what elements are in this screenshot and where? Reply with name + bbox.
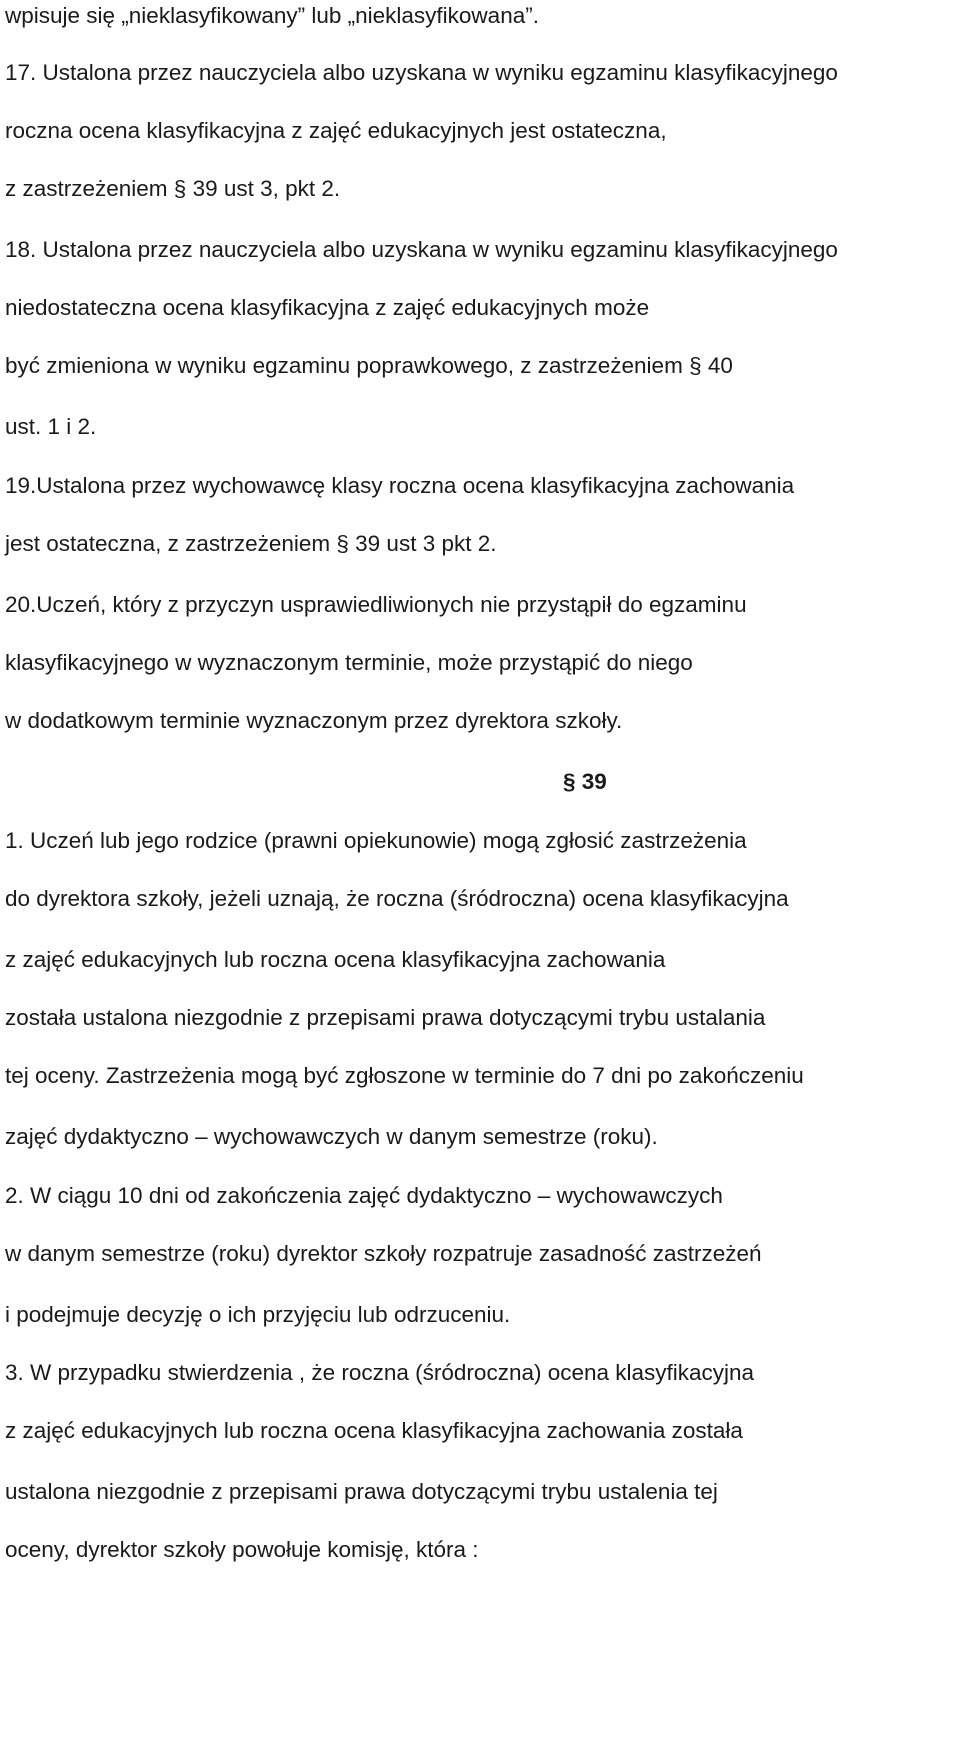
text-line: 20.Uczeń, który z przyczyn usprawiedliwionych nie przystąpił do egzaminu [5,592,747,617]
text-line: zajęć dydaktyczno – wychowawczych w danym semestrze (roku). [5,1124,658,1149]
text-line: jest ostateczna, z zastrzeżeniem § 39 ust 3 pkt 2. [5,531,497,556]
text-line: z zajęć edukacyjnych lub roczna ocena klasyfikacyjna zachowania [5,947,666,972]
text-line: wpisuje się „nieklasyfikowany” lub „nieklasyfikowana”. [5,3,539,28]
text-line: z zastrzeżeniem § 39 ust 3, pkt 2. [5,176,341,201]
text-line: niedostateczna ocena klasyfikacyjna z zajęć edukacyjnych może [5,295,650,320]
text-line: klasyfikacyjnego w wyznaczonym terminie, może przystąpić do niego [5,650,693,675]
text-line: w danym semestrze (roku) dyrektor szkoły rozpatruje zasadność zastrzeżeń [5,1241,762,1266]
text-line: została ustalona niezgodnie z przepisami prawa dotyczącymi trybu ustalania [5,1005,766,1030]
text-line: ust. 1 i 2. [5,414,97,439]
text-line: w dodatkowym terminie wyznaczonym przez dyrektora szkoły. [5,708,623,733]
text-line: 17. Ustalona przez nauczyciela albo uzyskana w wyniku egzaminu klasyfikacyjnego [5,60,838,85]
text-line: oceny, dyrektor szkoły powołuje komisję, która : [5,1537,479,1562]
text-line: 2. W ciągu 10 dni od zakończenia zajęć dydaktyczno – wychowawczych [5,1183,723,1208]
text-line: tej oceny. Zastrzeżenia mogą być zgłoszone w terminie do 7 dni po zakończeniu [5,1063,804,1088]
text-line: z zajęć edukacyjnych lub roczna ocena klasyfikacyjna zachowania została [5,1418,743,1443]
section-heading: § 39 [563,769,607,794]
text-line: i podejmuje decyzję o ich przyjęciu lub odrzuceniu. [5,1302,511,1327]
text-line: 18. Ustalona przez nauczyciela albo uzyskana w wyniku egzaminu klasyfikacyjnego [5,237,838,262]
text-line: ustalona niezgodnie z przepisami prawa dotyczącymi trybu ustalenia tej [5,1479,718,1504]
text-line: być zmieniona w wyniku egzaminu poprawkowego, z zastrzeżeniem § 40 [5,353,733,378]
text-line: roczna ocena klasyfikacyjna z zajęć edukacyjnych jest ostateczna, [5,118,667,143]
text-line: 3. W przypadku stwierdzenia , że roczna (śródroczna) ocena klasyfikacyjna [5,1360,755,1385]
text-line: 1. Uczeń lub jego rodzice (prawni opiekunowie) mogą zgłosić zastrzeżenia [5,828,747,853]
text-line: 19.Ustalona przez wychowawcę klasy roczna ocena klasyfikacyjna zachowania [5,473,795,498]
text-line: do dyrektora szkoły, jeżeli uznają, że roczna (śródroczna) ocena klasyfikacyjna [5,886,789,911]
